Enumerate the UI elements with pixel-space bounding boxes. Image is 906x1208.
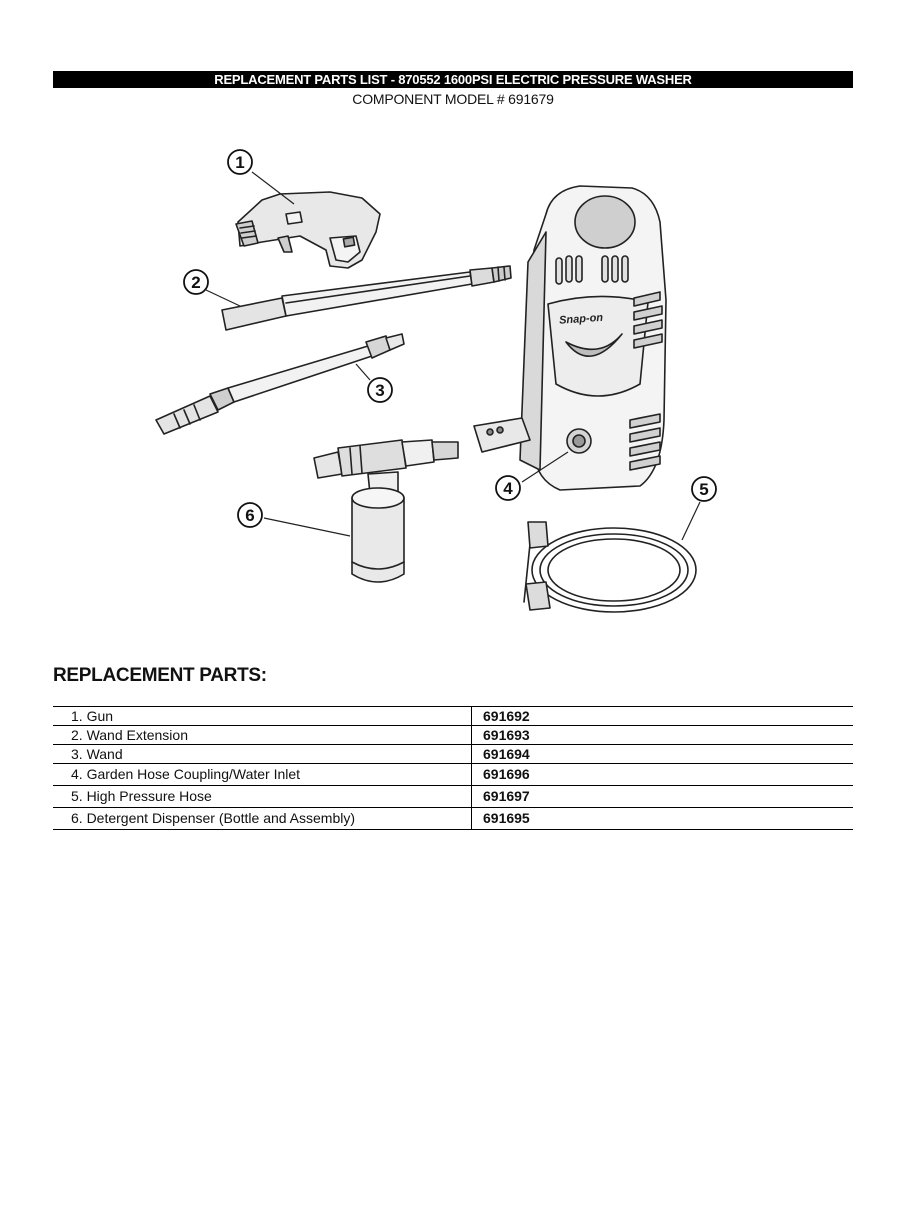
part-description: 2. Wand Extension — [53, 726, 472, 745]
callout-5-label: 5 — [699, 480, 709, 499]
table-row — [53, 764, 853, 786]
part-description: 1. Gun — [53, 707, 472, 726]
detergent-dispenser-illustration — [314, 440, 458, 582]
callout-4-label: 4 — [503, 479, 513, 498]
table-row — [53, 808, 853, 830]
callout-3-label: 3 — [375, 381, 385, 400]
part-number: 691692 — [472, 707, 854, 726]
part-number: 691695 — [472, 808, 854, 830]
document-title: REPLACEMENT PARTS LIST - 870552 1600PSI ELECTRIC PRESSURE WASHER — [214, 72, 692, 87]
replacement-parts-table — [53, 706, 853, 830]
part-description: 6. Detergent Dispenser (Bottle and Assembly) — [53, 808, 472, 830]
part-number: 691696 — [472, 764, 854, 786]
parts-diagram — [140, 140, 740, 630]
high-pressure-hose-illustration — [524, 522, 696, 612]
callout-1-label: 1 — [235, 153, 245, 172]
table-row — [53, 707, 853, 726]
component-model-subtitle: COMPONENT MODEL # 691679 — [352, 91, 554, 107]
table-row — [53, 786, 853, 808]
part-description: 4. Garden Hose Coupling/Water Inlet — [53, 764, 472, 786]
callout-6-label: 6 — [245, 506, 255, 525]
wand-extension-illustration — [222, 266, 511, 330]
table-row — [53, 726, 853, 745]
part-number: 691697 — [472, 786, 854, 808]
gun-illustration — [236, 192, 380, 268]
document-title-bar — [53, 71, 853, 88]
part-number: 691694 — [472, 745, 854, 764]
part-number: 691693 — [472, 726, 854, 745]
pressure-washer-unit-illustration — [474, 186, 666, 490]
replacement-parts-heading: REPLACEMENT PARTS: — [53, 665, 267, 686]
part-description: 3. Wand — [53, 745, 472, 764]
part-description: 5. High Pressure Hose — [53, 786, 472, 808]
table-row — [53, 745, 853, 764]
brand-logo: Snap-on — [558, 311, 604, 327]
callout-2-label: 2 — [191, 273, 201, 292]
wand-illustration — [156, 334, 404, 434]
